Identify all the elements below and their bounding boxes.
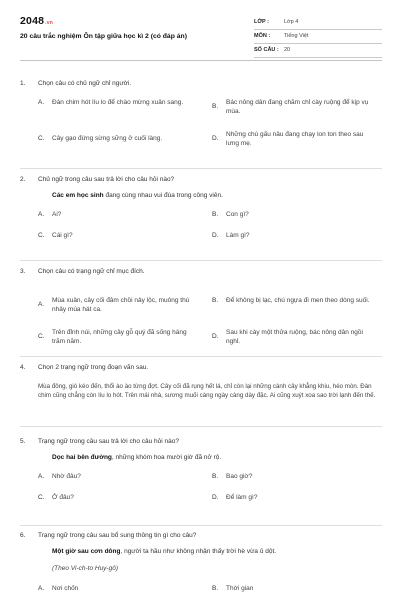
site-logo[interactable] bbox=[20, 14, 53, 28]
option-text: Những chú gấu nâu đang chạy lon ton theo sau lưng mẹ. bbox=[226, 130, 364, 147]
option-d[interactable] bbox=[212, 232, 250, 241]
question-text: Chủ ngữ trong câu sau trả lời cho câu hỏi nào? bbox=[38, 176, 175, 183]
question-2 bbox=[20, 176, 382, 247]
option-text: Bác nông dân đang chăm chỉ cày ruộng để kịp vụ mùa. bbox=[226, 98, 369, 115]
option-text: Nhờ đâu? bbox=[52, 472, 81, 480]
option-b[interactable] bbox=[212, 297, 382, 306]
logo-text: 2048 bbox=[20, 15, 45, 27]
meta-row-grade bbox=[254, 16, 382, 30]
option-text: Để làm gì? bbox=[226, 493, 258, 501]
option-c[interactable] bbox=[38, 494, 74, 503]
option-text: Làm gì? bbox=[226, 231, 250, 239]
option-a[interactable] bbox=[38, 211, 61, 220]
question-4 bbox=[20, 364, 382, 401]
option-letter: A. bbox=[38, 210, 45, 218]
sentence-highlight: Dọc hai bên đường bbox=[52, 453, 112, 461]
option-c[interactable] bbox=[38, 329, 208, 347]
document-title: 20 câu trắc nghiệm Ôn tập giữa học kì 2 (có đáp án) bbox=[20, 33, 187, 40]
option-text: Cây gạo đứng sừng sững ở cuối làng. bbox=[52, 134, 163, 142]
question-number: 3. bbox=[20, 268, 26, 275]
options bbox=[20, 207, 382, 247]
sentence-highlight: Một giờ sau cơn dông bbox=[52, 547, 121, 555]
question-text: Trạng ngữ trong câu sau trả lời cho câu hỏi nào? bbox=[38, 438, 179, 445]
option-letter: C. bbox=[38, 134, 45, 142]
option-letter: B. bbox=[212, 472, 219, 480]
sentence-rest: , người ta hầu như không nhận thấy trời hè vừa ủ dột. bbox=[120, 547, 277, 555]
question-text: Chọn câu có trạng ngữ chỉ mục đích. bbox=[38, 268, 145, 275]
option-c[interactable] bbox=[38, 135, 208, 144]
sentence-rest: đang cùng nhau vui đùa trong công viên. bbox=[103, 191, 223, 199]
meta-row-count bbox=[254, 44, 382, 58]
option-letter: B. bbox=[212, 296, 219, 304]
meta-key: MÔN : bbox=[254, 32, 271, 39]
question-5 bbox=[20, 438, 382, 509]
option-letter: C. bbox=[38, 231, 45, 239]
option-letter: A. bbox=[38, 472, 45, 480]
sentence-highlight: Các em học sinh bbox=[52, 191, 104, 199]
option-text: Đàn chim hót líu lo để chào mừng xuân sang. bbox=[52, 98, 184, 106]
meta-value: Tiếng Việt bbox=[284, 32, 309, 39]
option-letter: D. bbox=[212, 333, 219, 341]
question-divider bbox=[20, 260, 382, 261]
sentence-rest: , những khóm hoa mười giờ đã nở rộ. bbox=[111, 453, 222, 461]
options bbox=[20, 579, 382, 599]
reading-passage: Mùa đông, gió kéo đến, thổi ào ào từng đợt. Cây cối đã rụng hết lá, chỉ còn lại những cành cây khẳng khiu, héo mòn. Đàn chim cũng chẳng còn líu lo hót. Trên mái nhà, sương muối càng ngày càng dày đặc. Ai cũng xuýt xoa sao trời lạnh đến thế. bbox=[38, 382, 376, 400]
question-number: 5. bbox=[20, 438, 26, 445]
option-text: Mùa xuân, cây cối đâm chồi nảy lộc, muông thú nhảy múa hát ca. bbox=[52, 296, 190, 313]
option-text: Nơi chốn bbox=[52, 585, 79, 593]
meta-value: 20 bbox=[284, 46, 291, 53]
option-text: Để không bị lạc, chú ngựa đi men theo dòng suối. bbox=[226, 296, 370, 304]
option-a[interactable] bbox=[38, 473, 81, 482]
options bbox=[20, 95, 382, 159]
option-b[interactable] bbox=[212, 585, 253, 594]
option-d[interactable] bbox=[212, 329, 382, 347]
question-sentence bbox=[52, 548, 382, 557]
question-divider bbox=[20, 525, 382, 526]
option-a[interactable] bbox=[38, 99, 208, 108]
option-b[interactable] bbox=[212, 99, 382, 117]
option-d[interactable] bbox=[212, 131, 382, 149]
question-divider bbox=[20, 426, 382, 427]
question-divider bbox=[20, 168, 382, 169]
question-text: Chọn 2 trạng ngữ trong đoạn văn sau. bbox=[38, 364, 149, 371]
question-6 bbox=[20, 532, 382, 599]
meta-key: SỐ CÂU : bbox=[254, 46, 279, 53]
option-text: Con gì? bbox=[226, 210, 249, 218]
option-letter: D. bbox=[212, 493, 219, 501]
meta-table bbox=[254, 16, 382, 58]
option-letter: D. bbox=[212, 231, 219, 239]
question-1 bbox=[20, 80, 382, 159]
question-number: 4. bbox=[20, 364, 26, 371]
option-text: Trên đỉnh núi, những cây gỗ quý đã sống hàng trăm năm. bbox=[52, 328, 187, 345]
option-text: Sau khi cày một thửa ruộng, bác nông dân ngồi nghỉ. bbox=[226, 328, 363, 345]
option-c[interactable] bbox=[38, 232, 73, 241]
question-number: 6. bbox=[20, 532, 26, 539]
question-sentence bbox=[52, 454, 382, 463]
option-text: Cái gì? bbox=[52, 231, 73, 239]
options bbox=[20, 469, 382, 509]
option-b[interactable] bbox=[212, 473, 252, 482]
meta-row-subject bbox=[254, 30, 382, 44]
option-letter: A. bbox=[38, 98, 45, 106]
option-letter: A. bbox=[38, 585, 45, 593]
option-letter: C. bbox=[38, 493, 45, 501]
meta-key: LỚP : bbox=[254, 18, 269, 25]
citation: (Theo Vi-ch-to Huy-gô) bbox=[52, 564, 118, 572]
option-a[interactable] bbox=[38, 297, 208, 315]
question-divider bbox=[20, 356, 382, 357]
option-text: Ai? bbox=[52, 210, 62, 218]
option-letter: B. bbox=[212, 103, 219, 111]
question-3 bbox=[20, 268, 382, 349]
option-a[interactable] bbox=[38, 585, 78, 594]
option-letter: B. bbox=[212, 585, 219, 593]
option-b[interactable] bbox=[212, 211, 249, 220]
question-number: 2. bbox=[20, 176, 26, 183]
question-sentence bbox=[52, 192, 382, 201]
meta-value: Lớp 4 bbox=[284, 18, 299, 25]
question-text: Chọn câu có chủ ngữ chỉ người. bbox=[38, 80, 132, 87]
header-divider bbox=[20, 60, 382, 61]
option-text: Thời gian bbox=[226, 585, 254, 593]
option-text: Ở đâu? bbox=[52, 493, 74, 501]
option-letter: D. bbox=[212, 135, 219, 143]
option-letter: C. bbox=[38, 333, 45, 341]
option-d[interactable] bbox=[212, 494, 257, 503]
question-number: 1. bbox=[20, 80, 26, 87]
question-text: Trạng ngữ trong câu sau bổ sung thông tin gì cho câu? bbox=[38, 532, 197, 539]
option-letter: A. bbox=[38, 301, 45, 309]
options bbox=[20, 283, 382, 349]
option-text: Bao giờ? bbox=[226, 472, 253, 480]
logo-suffix: .vn bbox=[45, 20, 53, 26]
option-letter: B. bbox=[212, 210, 219, 218]
